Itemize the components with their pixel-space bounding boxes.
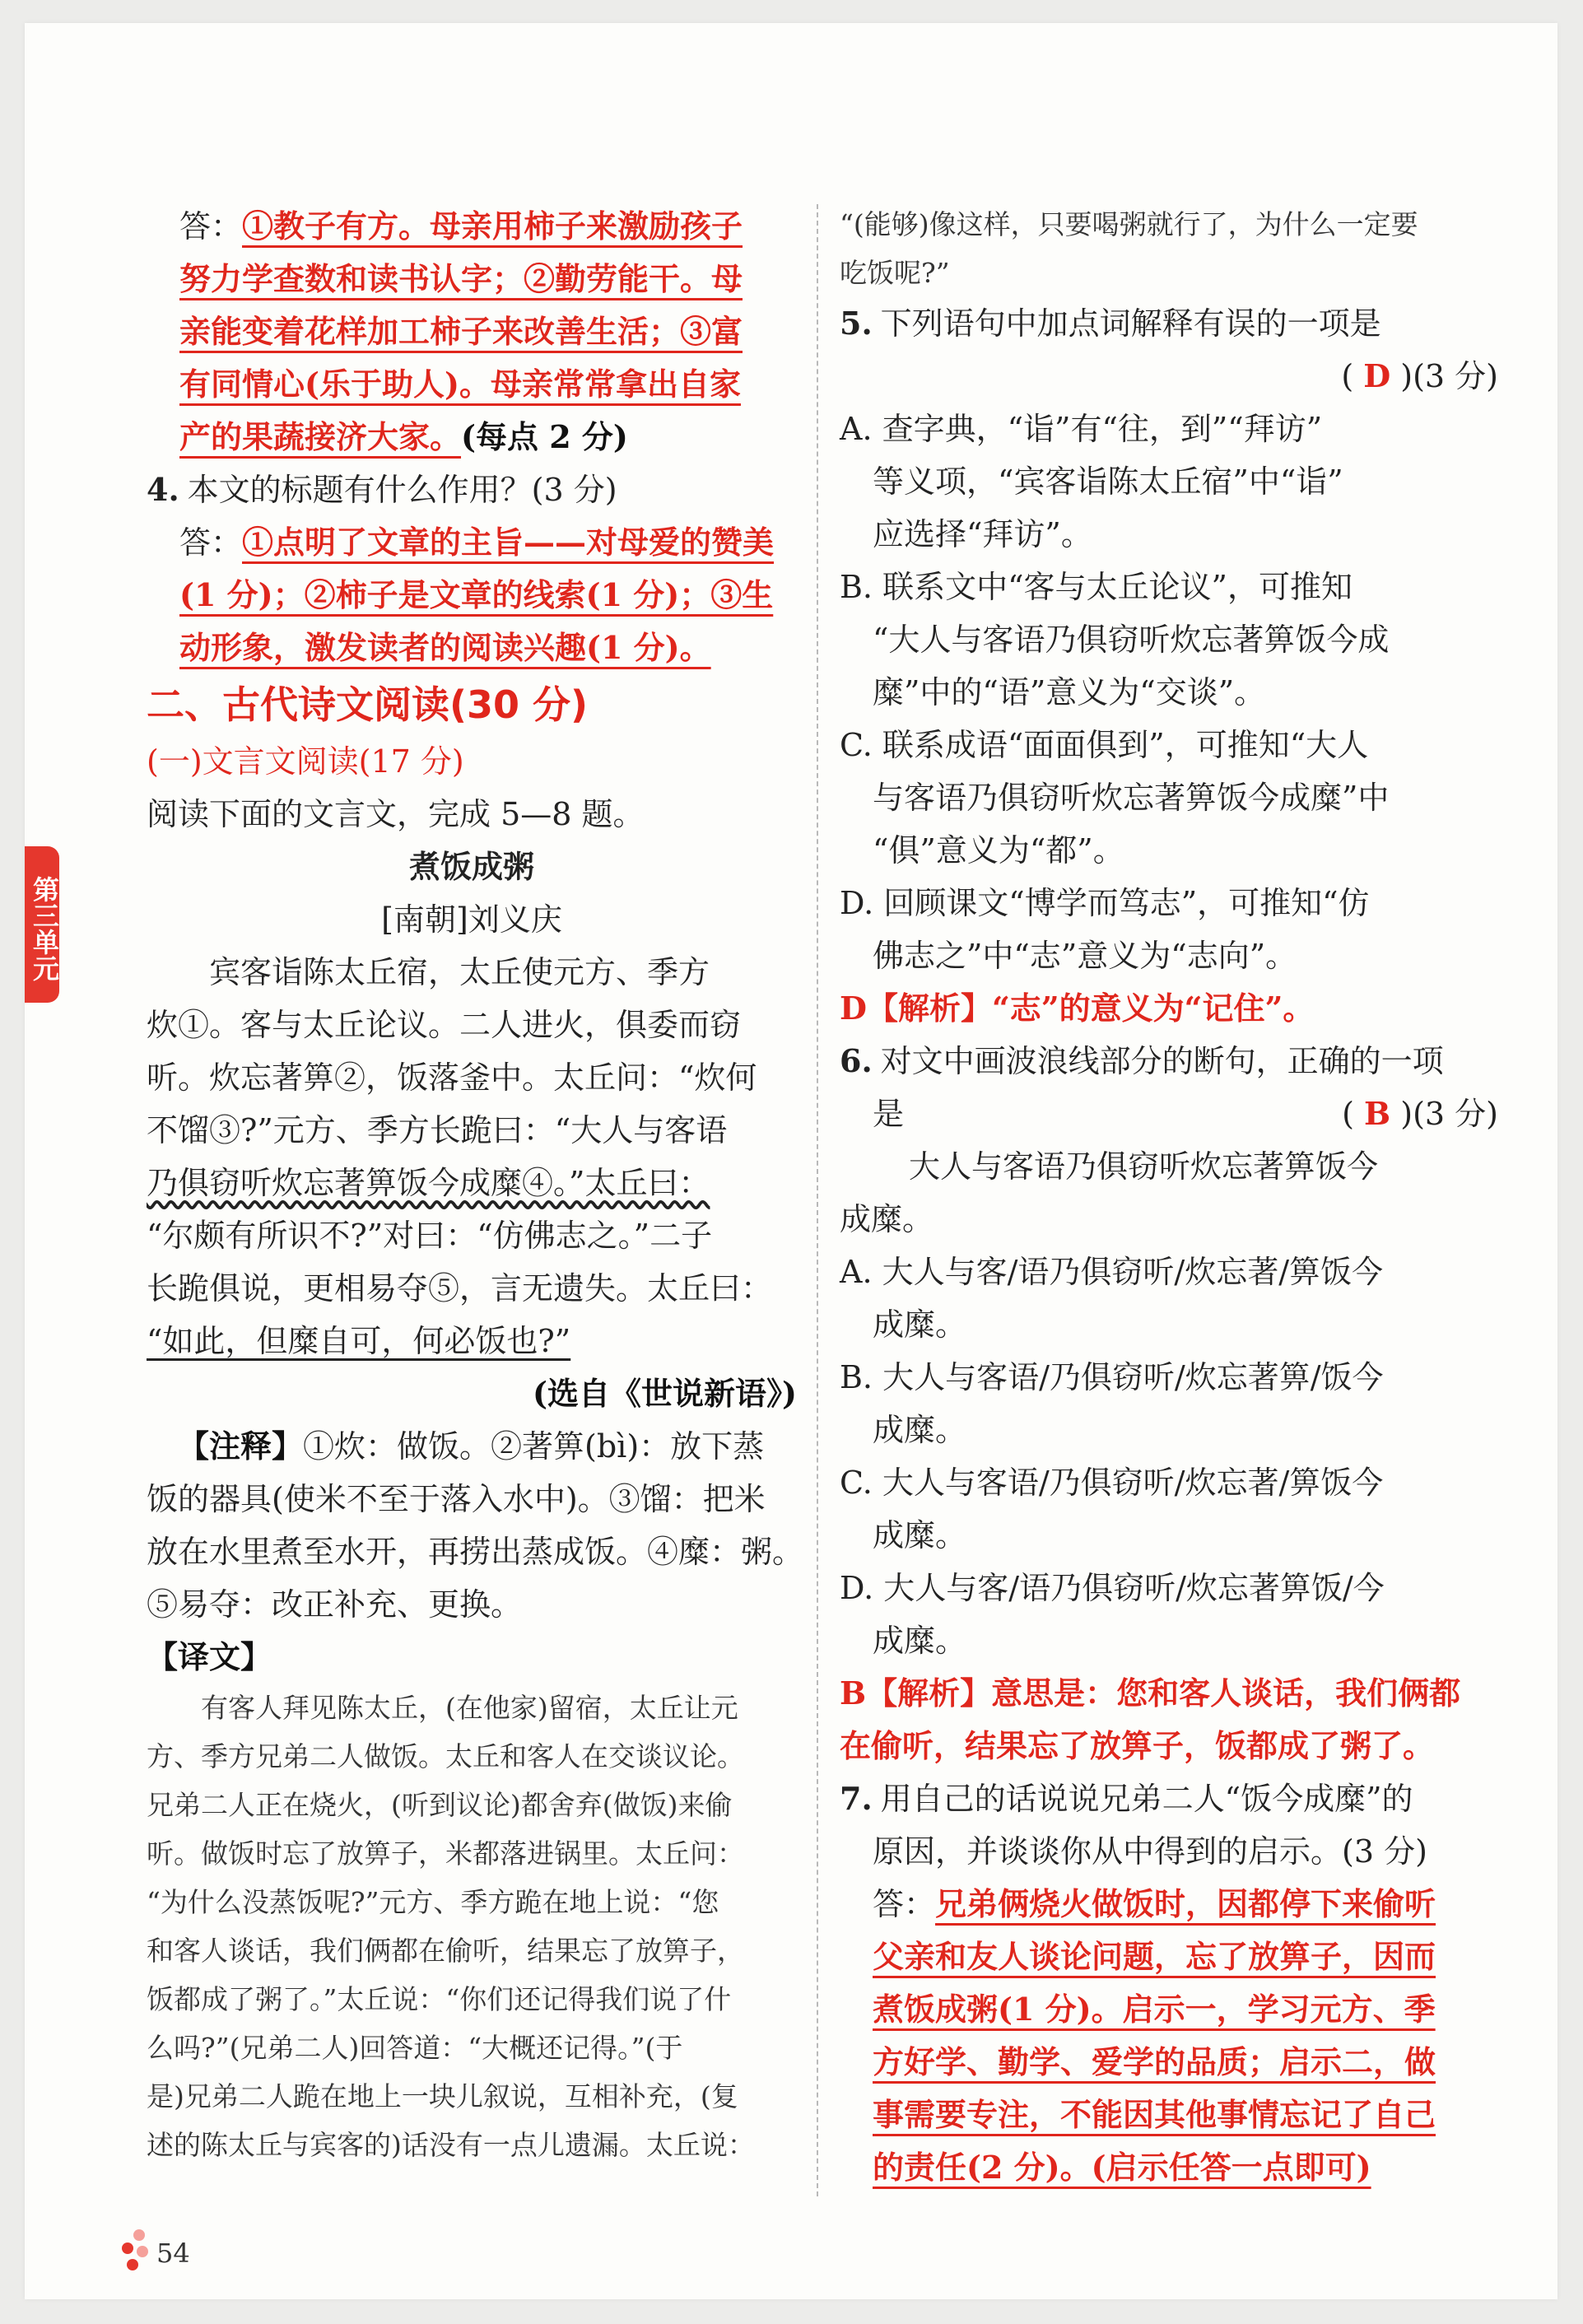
option-d: D. 回顾课文“博学而笃志”，可推知“仿 bbox=[840, 885, 1370, 921]
q7-answer bbox=[840, 1878, 1498, 2194]
option-a: 成糜。 bbox=[873, 1306, 967, 1343]
option-c: “俱”意义为“都”。 bbox=[873, 832, 1124, 869]
option-c: C. 大人与客语/乃俱窃听/炊忘著/箅饭今 bbox=[840, 1465, 1384, 1501]
translation-line: 方、季方兄弟二人做饭。太丘和客人在交谈议论。 bbox=[147, 1740, 744, 1772]
passage-source: (选自《世说新语》) bbox=[533, 1375, 797, 1412]
q4-question: 4. 本文的标题有什么作用？(3 分) bbox=[147, 471, 617, 508]
right-column bbox=[840, 200, 1498, 2194]
notes-line: 饭的器具(使米不至于落入水中)。③馏：把米 bbox=[147, 1481, 766, 1517]
option-b: “大人与客语乃俱窃听炊忘著箅饭今成 bbox=[873, 622, 1390, 658]
option-c: C. 联系成语“面面俱到”，可推知“大人 bbox=[840, 727, 1369, 763]
answer-line: 的责任(2 分)。(启示任答一点即可) bbox=[873, 2149, 1371, 2186]
answer-line: 父亲和友人谈论问题，忘了放箅子，因而 bbox=[873, 1938, 1436, 1975]
q5-options bbox=[840, 403, 1498, 982]
translation-line: 么吗?”(兄弟二人)回答道：“大概还记得。”(于 bbox=[147, 2032, 683, 2064]
translation-line: 听。做饭时忘了放箅子，米都落进锅里。太丘问： bbox=[147, 1837, 744, 1870]
q6-answer: B bbox=[1364, 1095, 1391, 1132]
translation-line: 有客人拜见陈太丘，(在他家)留宿，太丘让元 bbox=[201, 1692, 738, 1724]
q6-question: 6. 对文中画波浪线部分的断句，正确的一项 bbox=[840, 1042, 1444, 1079]
passage-line: 宾客诣陈太丘宿，太丘使元方、季方 bbox=[209, 954, 710, 990]
q4-answer bbox=[147, 516, 797, 674]
unit-side-tab: 第三单元 bbox=[25, 846, 59, 1003]
passage-author: [南朝]刘义庆 bbox=[381, 901, 562, 938]
option-a: 应选择“拜访”。 bbox=[873, 516, 1092, 552]
instruction: 阅读下面的文言文，完成 5—8 题。 bbox=[147, 796, 645, 832]
option-a: 等义项，“宾客诣陈太丘宿”中“诣” bbox=[873, 463, 1343, 500]
q7-question: 原因，并谈谈你从中得到的启示。(3 分) bbox=[873, 1833, 1427, 1870]
q5-answer-slot: ( D )(3 分) bbox=[1341, 357, 1498, 394]
section-title: 二、古代诗文阅读(30 分) bbox=[147, 682, 589, 727]
answer-line: 煮饭成粥(1 分)。启示一，学习元方、季 bbox=[873, 1991, 1436, 2028]
workbook-page bbox=[25, 23, 1557, 2299]
answer-line: 答：兄弟俩烧火做饭时，因都停下来偷听 bbox=[873, 1885, 1436, 1922]
option-a: A. 查字典，“诣”有“往，到”“拜访” bbox=[840, 411, 1323, 447]
q5-answer: D bbox=[1363, 357, 1391, 394]
option-c: 与客语乃俱窃听炊忘著箅饭今成糜”中 bbox=[873, 780, 1390, 816]
q6-question: 是 ( B )(3 分) bbox=[840, 1087, 1498, 1140]
option-b: 糜”中的“语”意义为“交谈”。 bbox=[873, 674, 1266, 710]
option-b: B. 大人与客语/乃俱窃听/炊忘著箅/饭今 bbox=[840, 1359, 1384, 1395]
option-d: D. 大人与客/语乃俱窃听/炊忘著箅饭/今 bbox=[840, 1570, 1385, 1606]
option-b: 成糜。 bbox=[873, 1412, 967, 1448]
option-d: 佛志之”中“志”意义为“志向”。 bbox=[873, 938, 1297, 974]
translation-cont-line: “(能够)像这样，只要喝粥就行了，为什么一定要 bbox=[840, 208, 1418, 240]
translation-line: 和客人谈话，我们俩都在偷听，结果忘了放箅子， bbox=[147, 1935, 744, 1967]
notes bbox=[147, 1420, 804, 1631]
passage-line: “如此，但糜自可，何必饭也?” bbox=[147, 1323, 571, 1359]
answer-line: 答：①教子有方。母亲用柿子来激励孩子 bbox=[179, 207, 743, 245]
q7-question: 7. 用自己的话说说兄弟二人“饭今成糜”的 bbox=[840, 1780, 1413, 1817]
passage-line: 不馏③?”元方、季方长跪曰：“大人与客语 bbox=[147, 1112, 728, 1148]
translation-line: 是)兄弟二人跪在地上一块儿叙说，互相补充，(复 bbox=[147, 2080, 738, 2112]
translation-label: 【译文】 bbox=[147, 1638, 272, 1675]
answer-line: 方好学、勤学、爱学的品质；启示二，做 bbox=[873, 2043, 1436, 2080]
q6-options bbox=[840, 1246, 1498, 1667]
q6-sentence: 成糜。 bbox=[840, 1201, 934, 1237]
notes-line: 放在水里煮至水开，再捞出蒸成饭。④糜：粥。 bbox=[147, 1534, 804, 1570]
passage-body bbox=[147, 946, 797, 1367]
option-d: 成糜。 bbox=[873, 1623, 967, 1659]
translation-line: 饭都成了粥了。”太丘说：“你们还记得我们说了什 bbox=[147, 1983, 732, 2015]
passage-line: 听。炊忘著箅②，饭落釜中。太丘问：“炊何 bbox=[147, 1060, 757, 1096]
passage-line: 长跪俱说，更相易夺⑤，言无遗失。太丘曰： bbox=[147, 1270, 773, 1306]
q6-answer-slot: ( B )(3 分) bbox=[1342, 1095, 1498, 1132]
score-note: (每点 2 分) bbox=[461, 418, 628, 455]
translation-line: 兄弟二人正在烧火，(听到议论)都舍弃(做饭)来偷 bbox=[147, 1789, 733, 1821]
q5-analysis: D【解析】“志”的意义为“记住”。 bbox=[840, 990, 1315, 1027]
left-column bbox=[147, 200, 804, 2169]
q3-answer bbox=[147, 200, 797, 463]
notes-line: ⑤易夺：改正补充、更换。 bbox=[147, 1586, 523, 1623]
answer-line: 答：①点明了文章的主旨——对母爱的赞美 bbox=[179, 524, 775, 561]
page-decoration-dots bbox=[122, 2229, 155, 2279]
q6-analysis: B【解析】意思是：您和客人谈话，我们俩都 bbox=[840, 1674, 1461, 1712]
translation-line: “为什么没蒸饭呢?”元方、季方跪在地上说：“您 bbox=[147, 1886, 719, 1918]
answer-line: 动形象，激发读者的阅读兴趣(1 分)。 bbox=[179, 629, 711, 666]
column-divider bbox=[817, 204, 818, 2196]
translation bbox=[147, 1631, 797, 2169]
notes-line: 【注释】①炊：做饭。②著箅(bì)：放下蒸 bbox=[178, 1427, 765, 1465]
passage-line: 乃俱窃听炊忘著箅饭今成糜④。”太丘曰： bbox=[147, 1165, 710, 1201]
passage-title: 煮饭成粥 bbox=[408, 849, 534, 885]
passage-line: “尔颇有所识不?”对曰：“仿佛志之。”二子 bbox=[147, 1218, 713, 1254]
translation-line: 述的陈太丘与宾客的)话没有一点儿遗漏。太丘说： bbox=[147, 2129, 755, 2161]
option-a: A. 大人与客/语乃俱窃听/炊忘著/箅饭今 bbox=[840, 1254, 1384, 1290]
answer-line: 产的果蔬接济大家。(每点 2 分) bbox=[179, 418, 628, 455]
answer-line: 有同情心(乐于助人)。母亲常常拿出自家 bbox=[179, 366, 741, 403]
answer-line: 努力学查数和读书认字；②勤劳能干。母 bbox=[179, 260, 743, 297]
answer-line: (1 分)；②柿子是文章的线索(1 分)；③生 bbox=[179, 576, 774, 613]
passage-line: 炊①。客与太丘论议。二人进火，俱委而窃 bbox=[147, 1007, 742, 1043]
answer-line: 亲能变着花样加工柿子来改善生活；③富 bbox=[179, 313, 743, 350]
option-b: B. 联系文中“客与太丘论议”，可推知 bbox=[840, 569, 1353, 605]
option-c: 成糜。 bbox=[873, 1517, 967, 1553]
q6-sentence: 大人与客语乃俱窃听炊忘著箅饭今 bbox=[909, 1148, 1379, 1185]
page-number: 54 bbox=[156, 2238, 190, 2269]
translation-cont-line: 吃饭呢?” bbox=[840, 257, 950, 289]
answer-line: 事需要专注，不能因其他事情忘记了自己 bbox=[873, 2096, 1436, 2133]
q6-analysis: 在偷听，结果忘了放箅子，饭都成了粥了。 bbox=[840, 1727, 1435, 1764]
subsection-title: (一)文言文阅读(17 分) bbox=[147, 743, 464, 780]
q5-question: 5. 下列语句中加点词解释有误的一项是 bbox=[840, 305, 1381, 342]
